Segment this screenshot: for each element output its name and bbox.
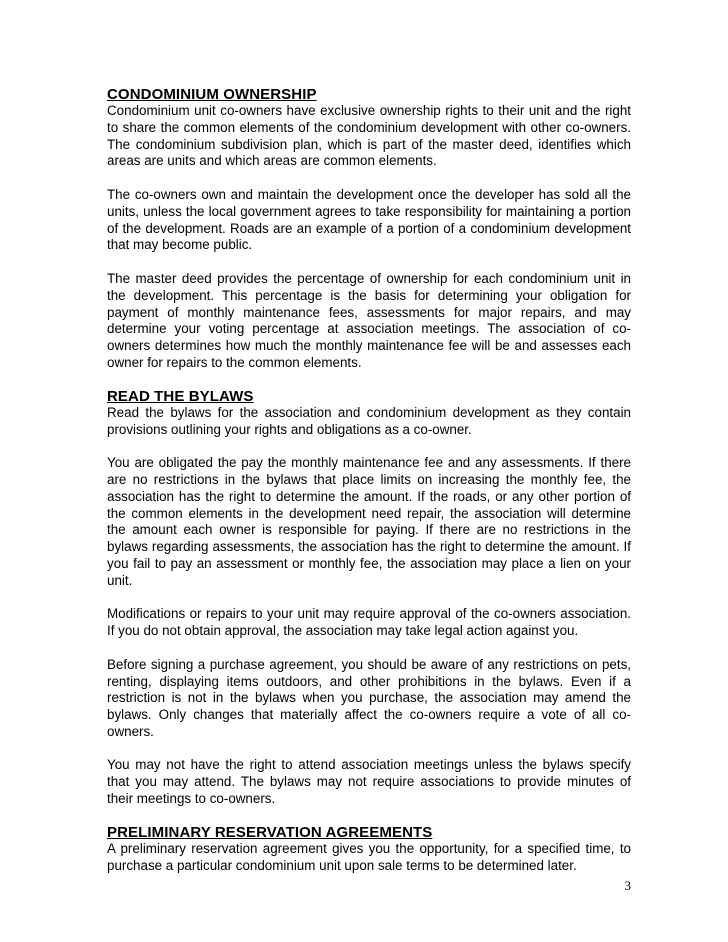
paragraph: The co-owners own and maintain the development once the developer has sold all the units, unless the local government agrees to take responsibility for maintaining a portion of the development. Roads are an example of a portion of a condominium development that may become public. — [107, 186, 631, 253]
section-title-read-the-bylaws: READ THE BYLAWS — [107, 387, 254, 405]
paragraph: You are obligated the pay the monthly maintenance fee and any assessments. If there are no restrictions in the bylaws that place limits on increasing the monthly fee, the association has the right to determine the amount. If the roads, or any other portion of the common elements in the development need repair, the association will determine the amount each owner is responsible for paying. If there are no restrictions in the bylaws regarding assessments, the association has the right to determine the amount. If you fail to pay an assessment or monthly fee, the association may place a lien on your unit. — [107, 455, 631, 588]
paragraph: Before signing a purchase agreement, you should be aware of any restrictions on pets, renting, displaying items outdoors, and other prohibitions in the bylaws. Even if a restriction is not in the bylaws when you purchase, the association may amend the bylaws. Only changes that materially affect the co-owners require a vote of all co-owners. — [107, 656, 631, 739]
paragraph: Condominium unit co-owners have exclusive ownership rights to their unit and the right to share the common elements of the condominium development with other co-owners. The condominium subdivision plan, which is part of the master deed, identifies which areas are units and which areas are common elements. — [107, 103, 631, 169]
paragraph: You may not have the right to attend association meetings unless the bylaws specify that you may attend. The bylaws may not require associations to provide minutes of their meetings to co-owners. — [107, 757, 631, 807]
paragraph: Read the bylaws for the association and condominium development as they contain provisions outlining your rights and obligations as a co-owner. — [107, 404, 631, 437]
page-content — [107, 86, 631, 874]
page-number: 3 — [624, 878, 631, 893]
paragraph: The master deed provides the percentage of ownership for each condominium unit in the development. This percentage is the basis for determining your obligation for payment of monthly maintenance fees, assessments for major repairs, and may determine your voting percentage at association meetings. The association of co-owners determines how much the monthly maintenance fee will be and assesses each owner for repairs to the common elements. — [107, 270, 631, 370]
paragraph: Modifications or repairs to your unit may require approval of the co-owners association. If you do not obtain approval, the association may take legal action against you. — [107, 606, 631, 639]
section-title-preliminary-reservation-agreements: PRELIMINARY RESERVATION AGREEMENTS — [107, 823, 433, 841]
section-title-condominium-ownership: CONDOMINIUM OWNERSHIP — [107, 86, 317, 103]
paragraph: A preliminary reservation agreement gives you the opportunity, for a specified time, to purchase a particular condominium unit upon sale terms to be determined later. — [107, 840, 631, 873]
